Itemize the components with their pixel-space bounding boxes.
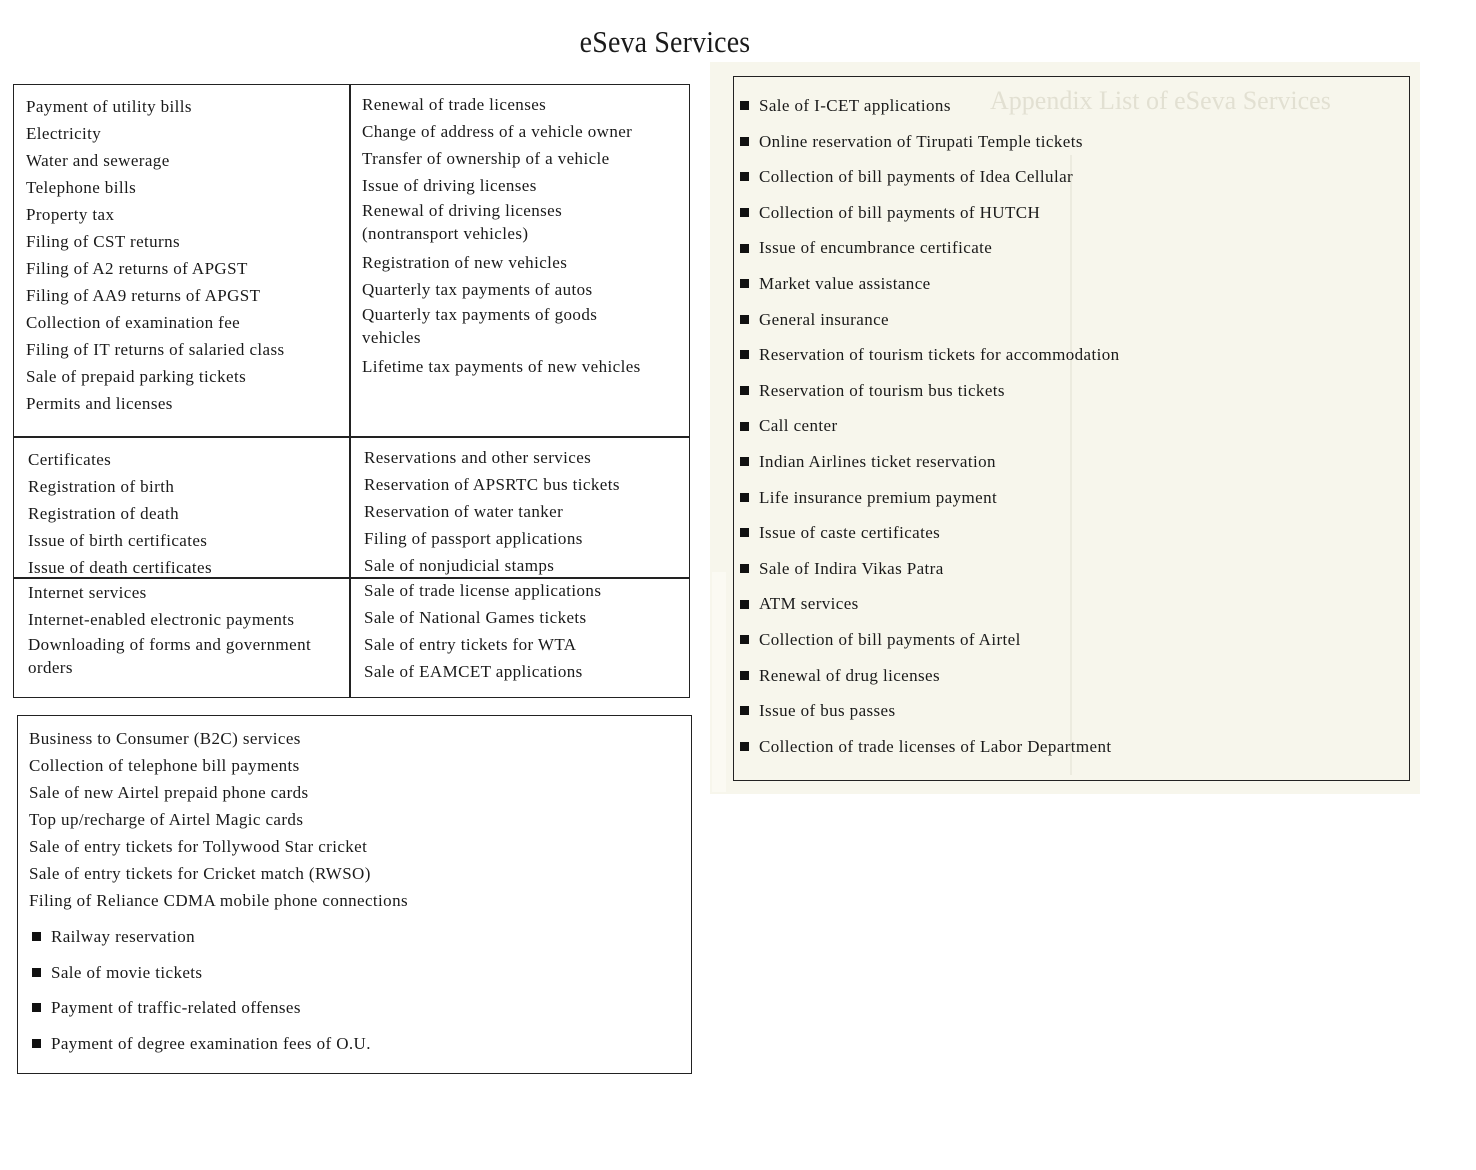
services-table bbox=[13, 84, 690, 698]
bullet-item: ATM services bbox=[740, 586, 1120, 622]
list-item: Renewal of trade licenses bbox=[362, 95, 547, 114]
square-bullet-icon bbox=[740, 244, 749, 253]
list-item: Water and sewerage bbox=[26, 151, 170, 170]
list-item: Permits and licenses bbox=[26, 394, 173, 413]
list-item: Property tax bbox=[26, 205, 115, 224]
bullet-item: Sale of I-CET applications bbox=[740, 88, 1120, 124]
page-title: eSeva Services bbox=[579, 24, 751, 59]
table-column-divider bbox=[349, 85, 351, 697]
list-item: Telephone bills bbox=[26, 178, 137, 197]
list-item: Transfer of ownership of a vehicle bbox=[362, 149, 610, 168]
ghost-appendix-title: Appendix List of eSeva Services bbox=[990, 86, 1331, 115]
square-bullet-icon bbox=[740, 172, 749, 181]
b2c-list bbox=[29, 725, 669, 914]
certificates-cell bbox=[28, 446, 348, 581]
bullet-item: Issue of bus passes bbox=[740, 693, 1120, 729]
square-bullet-icon bbox=[740, 386, 749, 395]
list-item: Business to Consumer (B2C) services bbox=[29, 729, 301, 748]
list-item: Issue of death certificates bbox=[28, 558, 213, 577]
bullet-item: Life insurance premium payment bbox=[740, 480, 1120, 516]
square-bullet-icon bbox=[740, 671, 749, 680]
list-item: Filing of IT returns of salaried class bbox=[26, 340, 285, 359]
square-bullet-icon bbox=[740, 101, 749, 110]
list-item: Sale of EAMCET applications bbox=[364, 662, 583, 681]
b2c-bullet-list bbox=[32, 919, 672, 1061]
list-item: Certificates bbox=[28, 450, 112, 469]
square-bullet-icon bbox=[740, 315, 749, 324]
list-item: Reservation of APSRTC bus tickets bbox=[364, 475, 620, 494]
square-bullet-icon bbox=[740, 493, 749, 502]
bullet-item: Reservation of tourism bus tickets bbox=[740, 373, 1120, 409]
bullet-item: Indian Airlines ticket reservation bbox=[740, 444, 1120, 480]
list-item: Filing of A2 returns of APGST bbox=[26, 259, 248, 278]
list-item: Sale of prepaid parking tickets bbox=[26, 367, 247, 386]
square-bullet-icon bbox=[740, 422, 749, 431]
reservations-cell bbox=[364, 444, 684, 579]
bullet-item: Sale of movie tickets bbox=[32, 955, 672, 991]
list-item: Downloading of forms and government orders bbox=[28, 635, 312, 677]
square-bullet-icon bbox=[32, 968, 41, 977]
list-item: Change of address of a vehicle owner bbox=[362, 122, 633, 141]
list-item: Sale of entry tickets for Tollywood Star cricket bbox=[29, 837, 368, 856]
square-bullet-icon bbox=[740, 600, 749, 609]
list-item: Payment of utility bills bbox=[26, 97, 192, 116]
bullet-item: Renewal of drug licenses bbox=[740, 658, 1120, 694]
bullet-item: Collection of bill payments of Airtel bbox=[740, 622, 1120, 658]
list-item: Internet-enabled electronic payments bbox=[28, 610, 295, 629]
bullet-item: Reservation of tourism tickets for accommodation bbox=[740, 337, 1120, 373]
bullet-item: Payment of degree examination fees of O.U. bbox=[32, 1026, 672, 1062]
utility-bills-cell bbox=[26, 93, 346, 417]
square-bullet-icon bbox=[740, 350, 749, 359]
list-item: Filing of AA9 returns of APGST bbox=[26, 286, 261, 305]
bullet-item: General insurance bbox=[740, 302, 1120, 338]
list-item: Sale of new Airtel prepaid phone cards bbox=[29, 783, 309, 802]
bullet-item: Railway reservation bbox=[32, 919, 672, 955]
bullet-item: Collection of trade licenses of Labor Department bbox=[740, 729, 1120, 765]
list-item: Quarterly tax payments of autos bbox=[362, 280, 593, 299]
list-item: Internet services bbox=[28, 583, 147, 602]
list-item: Collection of telephone bill payments bbox=[29, 756, 300, 775]
list-item: Lifetime tax payments of new vehicles bbox=[362, 357, 641, 376]
square-bullet-icon bbox=[740, 208, 749, 217]
list-item: Issue of driving licenses bbox=[362, 176, 537, 195]
list-item: Sale of National Games tickets bbox=[364, 608, 587, 627]
list-item: Electricity bbox=[26, 124, 102, 143]
list-item: Sale of entry tickets for Cricket match (RWSO) bbox=[29, 864, 371, 883]
table-row-divider bbox=[14, 436, 689, 438]
square-bullet-icon bbox=[740, 457, 749, 466]
square-bullet-icon bbox=[740, 706, 749, 715]
bullet-item: Issue of caste certificates bbox=[740, 515, 1120, 551]
square-bullet-icon bbox=[740, 635, 749, 644]
list-item: Registration of birth bbox=[28, 477, 175, 496]
bullet-item: Collection of bill payments of Idea Cellular bbox=[740, 159, 1120, 195]
bullet-item: Market value assistance bbox=[740, 266, 1120, 302]
bullet-item: Payment of traffic-related offenses bbox=[32, 990, 672, 1026]
square-bullet-icon bbox=[740, 528, 749, 537]
square-bullet-icon bbox=[740, 742, 749, 751]
list-item: Issue of birth certificates bbox=[28, 531, 208, 550]
square-bullet-icon bbox=[740, 564, 749, 573]
list-item: Sale of nonjudicial stamps bbox=[364, 556, 555, 575]
list-item: Filing of CST returns bbox=[26, 232, 181, 251]
list-item: Renewal of driving licenses (nontransport vehicles) bbox=[362, 201, 563, 243]
appendix-bullet-list bbox=[740, 88, 1120, 764]
square-bullet-icon bbox=[32, 932, 41, 941]
list-item: Reservations and other services bbox=[364, 448, 592, 467]
bullet-item: Collection of bill payments of HUTCH bbox=[740, 195, 1120, 231]
internet-cell bbox=[28, 579, 348, 683]
list-item: Sale of entry tickets for WTA bbox=[364, 635, 577, 654]
transport-cell bbox=[362, 91, 682, 380]
square-bullet-icon bbox=[740, 137, 749, 146]
list-item: Top up/recharge of Airtel Magic cards bbox=[29, 810, 304, 829]
sales-cell bbox=[364, 577, 684, 685]
list-item: Registration of new vehicles bbox=[362, 253, 568, 272]
list-item: Reservation of water tanker bbox=[364, 502, 564, 521]
list-item: Registration of death bbox=[28, 504, 179, 523]
bullet-item: Sale of Indira Vikas Patra bbox=[740, 551, 1120, 587]
square-bullet-icon bbox=[32, 1003, 41, 1012]
paper-edge bbox=[712, 572, 726, 792]
list-item: Collection of examination fee bbox=[26, 313, 241, 332]
b2c-services-box bbox=[17, 715, 692, 1074]
square-bullet-icon bbox=[740, 279, 749, 288]
bullet-item: Issue of encumbrance certificate bbox=[740, 230, 1120, 266]
square-bullet-icon bbox=[32, 1039, 41, 1048]
bullet-item: Online reservation of Tirupati Temple tickets bbox=[740, 124, 1120, 160]
bullet-item: Call center bbox=[740, 408, 1120, 444]
list-item: Filing of Reliance CDMA mobile phone connections bbox=[29, 891, 408, 910]
list-item: Quarterly tax payments of goods vehicles bbox=[362, 305, 598, 347]
list-item: Sale of trade license applications bbox=[364, 581, 602, 600]
list-item: Filing of passport applications bbox=[364, 529, 583, 548]
